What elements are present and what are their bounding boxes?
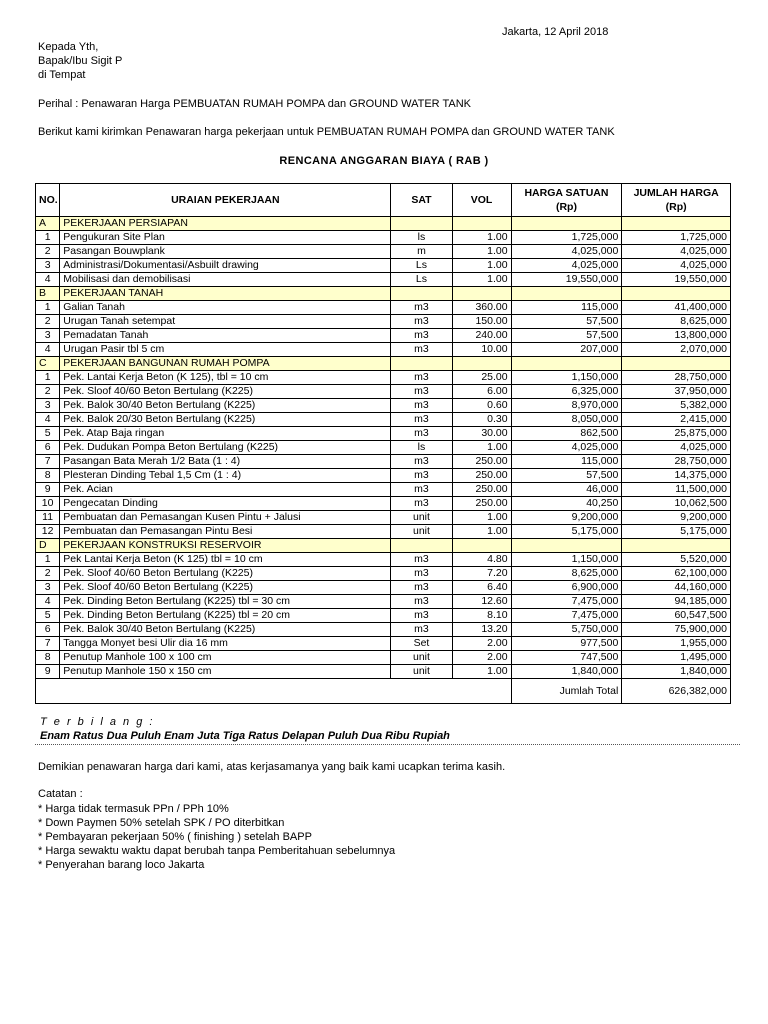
item-unit-price: 4,025,000	[511, 259, 622, 273]
section-code: B	[36, 287, 60, 301]
item-number: 4	[36, 343, 60, 357]
section-title: PEKERJAAN TANAH	[60, 287, 391, 301]
item-unit-price: 7,475,000	[511, 609, 622, 623]
item-unit-price: 7,475,000	[511, 595, 622, 609]
item-unit: m3	[391, 371, 452, 385]
item-total-price: 37,950,000	[622, 385, 731, 399]
item-description: Pemadatan Tanah	[60, 329, 391, 343]
item-unit: m3	[391, 483, 452, 497]
note-item: * Down Paymen 50% setelah SPK / PO diterbitkan	[38, 817, 285, 829]
item-description: Pasangan Bouwplank	[60, 245, 391, 259]
note-item: * Pembayaran pekerjaan 50% ( finishing ) setelah BAPP	[38, 831, 312, 843]
table-row	[36, 329, 731, 343]
item-volume: 1.00	[452, 245, 511, 259]
section-empty-cell	[622, 357, 731, 371]
intro-paragraph: Berikut kami kirimkan Penawaran harga pekerjaan untuk PEMBUATAN RUMAH POMPA dan GROUND WATER TANK	[38, 126, 615, 138]
item-unit: m3	[391, 553, 452, 567]
section-empty-cell	[511, 539, 622, 553]
item-unit: unit	[391, 525, 452, 539]
item-description: Pek. Atap Baja ringan	[60, 427, 391, 441]
item-unit-price: 46,000	[511, 483, 622, 497]
item-volume: 2.00	[452, 637, 511, 651]
item-number: 9	[36, 665, 60, 679]
note-item: * Harga tidak termasuk PPn / PPh 10%	[38, 803, 229, 815]
section-empty-cell	[622, 287, 731, 301]
item-unit-price: 862,500	[511, 427, 622, 441]
item-unit-price: 8,050,000	[511, 413, 622, 427]
item-volume: 12.60	[452, 595, 511, 609]
item-total-price: 2,415,000	[622, 413, 731, 427]
item-total-price: 2,070,000	[622, 343, 731, 357]
table-row	[36, 441, 731, 455]
item-unit-price: 57,500	[511, 469, 622, 483]
col-header-unit: SAT	[391, 184, 452, 217]
dotted-divider	[35, 744, 740, 745]
section-empty-cell	[452, 357, 511, 371]
item-unit-price: 5,750,000	[511, 623, 622, 637]
item-number: 4	[36, 595, 60, 609]
table-row	[36, 315, 731, 329]
item-unit-price: 57,500	[511, 315, 622, 329]
item-volume: 2.00	[452, 651, 511, 665]
item-unit-price: 19,550,000	[511, 273, 622, 287]
item-volume: 250.00	[452, 497, 511, 511]
item-number: 1	[36, 553, 60, 567]
item-total-price: 1,955,000	[622, 637, 731, 651]
col-header-description: URAIAN PEKERJAAN	[60, 184, 391, 217]
item-unit-price: 207,000	[511, 343, 622, 357]
item-unit: m3	[391, 343, 452, 357]
total-label: Jumlah Total	[511, 679, 622, 704]
item-description: Pek. Dudukan Pompa Beton Bertulang (K225)	[60, 441, 391, 455]
table-row	[36, 469, 731, 483]
item-description: Penutup Manhole 100 x 100 cm	[60, 651, 391, 665]
rab-title: RENCANA ANGGARAN BIAYA ( RAB )	[279, 155, 489, 167]
item-description: Pek. Lantai Kerja Beton (K 125), tbl = 10 cm	[60, 371, 391, 385]
subject-line: Perihal : Penawaran Harga PEMBUATAN RUMAH POMPA dan GROUND WATER TANK	[38, 98, 471, 110]
item-total-price: 4,025,000	[622, 245, 731, 259]
item-unit: m	[391, 245, 452, 259]
table-row	[36, 595, 731, 609]
section-empty-cell	[452, 287, 511, 301]
table-row	[36, 651, 731, 665]
item-description: Pek. Sloof 40/60 Beton Bertulang (K225)	[60, 385, 391, 399]
item-unit: unit	[391, 651, 452, 665]
item-volume: 8.10	[452, 609, 511, 623]
section-empty-cell	[452, 217, 511, 231]
item-unit-price: 6,900,000	[511, 581, 622, 595]
item-description: Mobilisasi dan demobilisasi	[60, 273, 391, 287]
item-volume: 1.00	[452, 441, 511, 455]
item-number: 6	[36, 623, 60, 637]
item-total-price: 44,160,000	[622, 581, 731, 595]
table-row	[36, 497, 731, 511]
col-header-total-price	[622, 184, 731, 217]
item-total-price: 4,025,000	[622, 259, 731, 273]
table-row	[36, 553, 731, 567]
col-header-unit-price	[511, 184, 622, 217]
section-empty-cell	[511, 217, 622, 231]
item-number: 5	[36, 427, 60, 441]
item-total-price: 94,185,000	[622, 595, 731, 609]
col-header-volume: VOL	[452, 184, 511, 217]
section-empty-cell	[452, 539, 511, 553]
col-header-unit-price-line: HARGA SATUAN	[524, 187, 609, 199]
total-row	[36, 679, 731, 704]
item-description: Pembuatan dan Pemasangan Kusen Pintu + Jalusi	[60, 511, 391, 525]
terbilang-value: Enam Ratus Dua Puluh Enam Juta Tiga Ratus Delapan Puluh Dua Ribu Rupiah	[40, 730, 450, 742]
note-item: * Penyerahan barang loco Jakarta	[38, 859, 205, 871]
item-unit-price: 4,025,000	[511, 441, 622, 455]
item-number: 1	[36, 231, 60, 245]
item-total-price: 28,750,000	[622, 455, 731, 469]
item-volume: 25.00	[452, 371, 511, 385]
item-description: Urugan Pasir tbl 5 cm	[60, 343, 391, 357]
item-number: 10	[36, 497, 60, 511]
total-row-spacer	[36, 679, 512, 704]
item-unit: m3	[391, 581, 452, 595]
item-total-price: 5,520,000	[622, 553, 731, 567]
item-unit: m3	[391, 385, 452, 399]
item-volume: 13.20	[452, 623, 511, 637]
section-row	[36, 287, 731, 301]
item-volume: 150.00	[452, 315, 511, 329]
item-number: 3	[36, 581, 60, 595]
item-unit-price: 1,725,000	[511, 231, 622, 245]
section-empty-cell	[391, 539, 452, 553]
rab-table-body	[36, 217, 731, 679]
col-header-unit-price-line: (Rp)	[555, 201, 577, 213]
item-number: 2	[36, 385, 60, 399]
item-unit: m3	[391, 455, 452, 469]
table-row	[36, 455, 731, 469]
item-volume: 10.00	[452, 343, 511, 357]
item-number: 5	[36, 609, 60, 623]
table-row	[36, 511, 731, 525]
item-unit-price: 6,325,000	[511, 385, 622, 399]
item-unit-price: 40,250	[511, 497, 622, 511]
section-empty-cell	[511, 287, 622, 301]
item-volume: 6.40	[452, 581, 511, 595]
item-description: Pek. Balok 20/30 Beton Bertulang (K225)	[60, 413, 391, 427]
table-row	[36, 245, 731, 259]
item-description: Penutup Manhole 150 x 150 cm	[60, 665, 391, 679]
item-number: 2	[36, 245, 60, 259]
section-empty-cell	[622, 539, 731, 553]
item-description: Galian Tanah	[60, 301, 391, 315]
table-row	[36, 483, 731, 497]
item-total-price: 13,800,000	[622, 329, 731, 343]
item-total-price: 1,840,000	[622, 665, 731, 679]
item-unit-price: 747,500	[511, 651, 622, 665]
item-volume: 1.00	[452, 273, 511, 287]
table-row	[36, 567, 731, 581]
item-unit: Ls	[391, 259, 452, 273]
item-unit: m3	[391, 609, 452, 623]
item-number: 8	[36, 651, 60, 665]
table-row	[36, 343, 731, 357]
section-code: D	[36, 539, 60, 553]
item-number: 3	[36, 329, 60, 343]
item-number: 3	[36, 259, 60, 273]
notes-list	[38, 802, 395, 872]
item-number: 3	[36, 399, 60, 413]
table-row	[36, 371, 731, 385]
item-unit: Set	[391, 637, 452, 651]
item-unit-price: 8,970,000	[511, 399, 622, 413]
item-total-price: 5,175,000	[622, 525, 731, 539]
item-volume: 1.00	[452, 231, 511, 245]
item-unit: m3	[391, 595, 452, 609]
item-number: 12	[36, 525, 60, 539]
recipient-line: Bapak/Ibu Sigit P	[38, 55, 123, 67]
section-code: A	[36, 217, 60, 231]
item-description: Pembuatan dan Pemasangan Pintu Besi	[60, 525, 391, 539]
item-volume: 250.00	[452, 483, 511, 497]
item-unit: ls	[391, 441, 452, 455]
section-row	[36, 357, 731, 371]
item-unit-price: 977,500	[511, 637, 622, 651]
col-header-total-price-line: JUMLAH HARGA	[633, 187, 719, 199]
item-unit-price: 1,150,000	[511, 553, 622, 567]
item-volume: 0.30	[452, 413, 511, 427]
item-unit: m3	[391, 399, 452, 413]
item-description: Pengecatan Dinding	[60, 497, 391, 511]
item-number: 6	[36, 441, 60, 455]
item-volume: 1.00	[452, 511, 511, 525]
item-total-price: 1,495,000	[622, 651, 731, 665]
item-unit-price: 9,200,000	[511, 511, 622, 525]
item-number: 11	[36, 511, 60, 525]
table-row	[36, 231, 731, 245]
item-number: 8	[36, 469, 60, 483]
table-row	[36, 399, 731, 413]
item-total-price: 19,550,000	[622, 273, 731, 287]
item-description: Pek Lantai Kerja Beton (K 125) tbl = 10 cm	[60, 553, 391, 567]
item-description: Pengukuran Site Plan	[60, 231, 391, 245]
item-volume: 1.00	[452, 665, 511, 679]
item-unit-price: 8,625,000	[511, 567, 622, 581]
item-number: 7	[36, 455, 60, 469]
section-empty-cell	[391, 357, 452, 371]
item-description: Pek. Balok 30/40 Beton Bertulang (K225)	[60, 623, 391, 637]
table-row	[36, 525, 731, 539]
item-volume: 360.00	[452, 301, 511, 315]
col-header-no: NO.	[36, 184, 60, 217]
item-volume: 7.20	[452, 567, 511, 581]
table-row	[36, 609, 731, 623]
item-description: Pek. Acian	[60, 483, 391, 497]
item-description: Pek. Dinding Beton Bertulang (K225) tbl = 20 cm	[60, 609, 391, 623]
item-volume: 1.00	[452, 259, 511, 273]
item-number: 4	[36, 413, 60, 427]
notes-title: Catatan :	[38, 788, 83, 800]
item-description: Pek. Sloof 40/60 Beton Bertulang (K225)	[60, 567, 391, 581]
section-empty-cell	[391, 287, 452, 301]
item-unit: m3	[391, 623, 452, 637]
item-unit-price: 57,500	[511, 329, 622, 343]
item-number: 7	[36, 637, 60, 651]
item-total-price: 28,750,000	[622, 371, 731, 385]
table-row	[36, 385, 731, 399]
table-row	[36, 259, 731, 273]
table-row	[36, 581, 731, 595]
section-row	[36, 539, 731, 553]
item-volume: 6.00	[452, 385, 511, 399]
item-total-price: 60,547,500	[622, 609, 731, 623]
recipient-line: di Tempat	[38, 69, 86, 81]
item-unit-price: 1,150,000	[511, 371, 622, 385]
item-total-price: 1,725,000	[622, 231, 731, 245]
section-title: PEKERJAAN BANGUNAN RUMAH POMPA	[60, 357, 391, 371]
item-total-price: 25,875,000	[622, 427, 731, 441]
table-row	[36, 665, 731, 679]
table-row	[36, 623, 731, 637]
table-row	[36, 301, 731, 315]
item-description: Administrasi/Dokumentasi/Asbuilt drawing	[60, 259, 391, 273]
item-number: 1	[36, 301, 60, 315]
item-total-price: 5,382,000	[622, 399, 731, 413]
item-volume: 240.00	[452, 329, 511, 343]
table-row	[36, 273, 731, 287]
section-empty-cell	[511, 357, 622, 371]
item-description: Pek. Balok 30/40 Beton Bertulang (K225)	[60, 399, 391, 413]
item-number: 2	[36, 315, 60, 329]
item-volume: 1.00	[452, 525, 511, 539]
section-row	[36, 217, 731, 231]
item-total-price: 8,625,000	[622, 315, 731, 329]
item-unit-price: 5,175,000	[511, 525, 622, 539]
item-unit: unit	[391, 511, 452, 525]
item-total-price: 62,100,000	[622, 567, 731, 581]
item-unit: Ls	[391, 273, 452, 287]
item-unit: m3	[391, 469, 452, 483]
item-volume: 250.00	[452, 455, 511, 469]
item-description: Pek. Dinding Beton Bertulang (K225) tbl = 30 cm	[60, 595, 391, 609]
item-description: Plesteran Dinding Tebal 1,5 Cm (1 : 4)	[60, 469, 391, 483]
item-total-price: 9,200,000	[622, 511, 731, 525]
note-item: * Harga sewaktu waktu dapat berubah tanpa Pemberitahuan sebelumnya	[38, 845, 396, 857]
item-unit-price: 1,840,000	[511, 665, 622, 679]
letter-date: Jakarta, 12 April 2018	[502, 26, 609, 38]
item-unit-price: 115,000	[511, 301, 622, 315]
item-unit: m3	[391, 497, 452, 511]
closing-paragraph: Demikian penawaran harga dari kami, atas kerjasamanya yang baik kami ucapkan terima kasih.	[38, 761, 506, 773]
item-description: Pek. Sloof 40/60 Beton Bertulang (K225)	[60, 581, 391, 595]
section-empty-cell	[391, 217, 452, 231]
recipient-block	[38, 40, 122, 82]
item-unit: m3	[391, 329, 452, 343]
item-unit-price: 115,000	[511, 455, 622, 469]
item-number: 1	[36, 371, 60, 385]
total-value: 626,382,000	[622, 679, 731, 704]
item-total-price: 14,375,000	[622, 469, 731, 483]
item-total-price: 10,062,500	[622, 497, 731, 511]
recipient-line: Kepada Yth,	[38, 41, 99, 53]
item-volume: 30.00	[452, 427, 511, 441]
item-unit: m3	[391, 427, 452, 441]
item-description: Urugan Tanah setempat	[60, 315, 391, 329]
item-unit: m3	[391, 315, 452, 329]
item-unit-price: 4,025,000	[511, 245, 622, 259]
item-unit: unit	[391, 665, 452, 679]
section-empty-cell	[622, 217, 731, 231]
terbilang-label: T e r b i l a n g :	[40, 716, 155, 728]
col-header-total-price-line: (Rp)	[665, 201, 687, 213]
item-total-price: 41,400,000	[622, 301, 731, 315]
item-unit: ls	[391, 231, 452, 245]
item-description: Pasangan Bata Merah 1/2 Bata (1 : 4)	[60, 455, 391, 469]
section-title: PEKERJAAN PERSIAPAN	[60, 217, 391, 231]
item-description: Tangga Monyet besi Ulir dia 16 mm	[60, 637, 391, 651]
table-header-row	[36, 184, 731, 217]
item-number: 2	[36, 567, 60, 581]
item-unit: m3	[391, 301, 452, 315]
item-number: 9	[36, 483, 60, 497]
rab-table	[35, 183, 731, 704]
item-volume: 0.60	[452, 399, 511, 413]
section-code: C	[36, 357, 60, 371]
item-total-price: 11,500,000	[622, 483, 731, 497]
section-title: PEKERJAAN KONSTRUKSI RESERVOIR	[60, 539, 391, 553]
item-total-price: 75,900,000	[622, 623, 731, 637]
item-total-price: 4,025,000	[622, 441, 731, 455]
table-row	[36, 637, 731, 651]
item-volume: 4.80	[452, 553, 511, 567]
item-volume: 250.00	[452, 469, 511, 483]
item-unit: m3	[391, 413, 452, 427]
item-number: 4	[36, 273, 60, 287]
table-row	[36, 413, 731, 427]
item-unit: m3	[391, 567, 452, 581]
table-row	[36, 427, 731, 441]
